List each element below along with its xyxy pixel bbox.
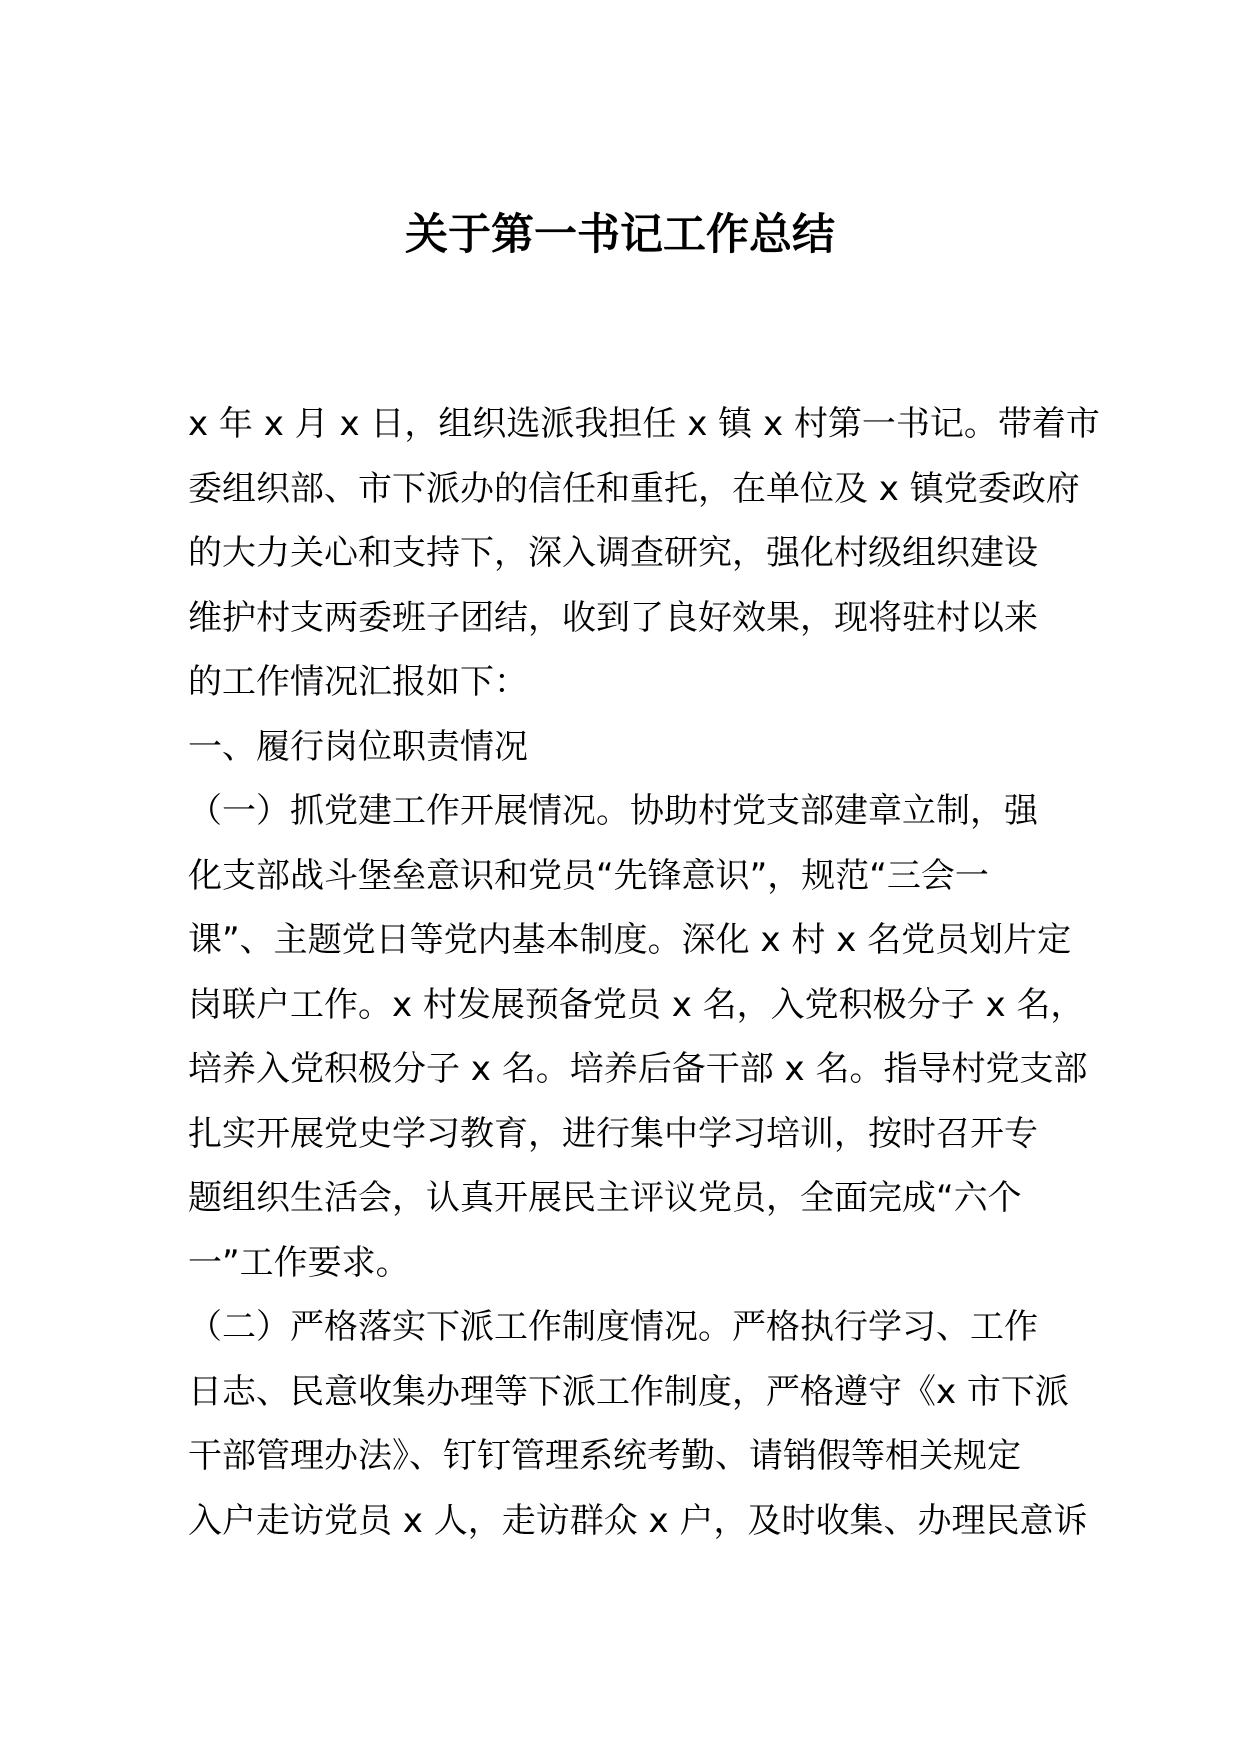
section-heading: 一、履行岗位职责情况 [188, 726, 528, 767]
body-line: 岗联户工作。x 村发展预备党员 x 名，入党积极分子 x 名， [188, 984, 1085, 1025]
body-line: 入户走访党员 x 人，走访群众 x 户，及时收集、办理民意诉 [188, 1500, 1088, 1541]
body-line: x 年 x 月 x 日，组织选派我担任 x 镇 x 村第一书记。带着市 [188, 404, 1100, 444]
document-title: 关于第一书记工作总结 [405, 210, 835, 260]
body-line: 一”工作要求。 [188, 1242, 410, 1283]
body-line: 的工作情况汇报如下： [188, 662, 528, 702]
body-line: 扎实开展党史学习教育，进行集中学习培训，按时召开专 [188, 1113, 1038, 1154]
body-line: （二）严格落实下派工作制度情况。严格执行学习、工作 [188, 1307, 1038, 1347]
body-line: 课”、主题党日等党内基本制度。深化 x 村 x 名党员划片定 [188, 920, 1072, 960]
body-line: 培养入党积极分子 x 名。培养后备干部 x 名。指导村党支部 [188, 1049, 1088, 1089]
body-line: 日志、民意收集办理等下派工作制度，严格遵守《x 市下派 [188, 1371, 1069, 1412]
body-line: （一）抓党建工作开展情况。协助村党支部建章立制，强 [188, 791, 1038, 831]
body-line: 委组织部、市下派办的信任和重托，在单位及 x 镇党委政府 [188, 468, 1080, 509]
body-line: 的大力关心和支持下，深入调查研究，强化村级组织建设 [188, 533, 1038, 573]
body-line: 维护村支两委班子团结，收到了良好效果，现将驻村以来 [188, 597, 1038, 638]
document-body [188, 392, 1100, 1553]
body-line: 化支部战斗堡垒意识和党员“先锋意识”，规范“三会一 [188, 855, 989, 896]
body-line: 题组织生活会，认真开展民主评议党员，全面完成“六个 [188, 1178, 1022, 1218]
body-line: 干部管理办法》、钉钉管理系统考勤、请销假等相关规定 [188, 1436, 1021, 1476]
